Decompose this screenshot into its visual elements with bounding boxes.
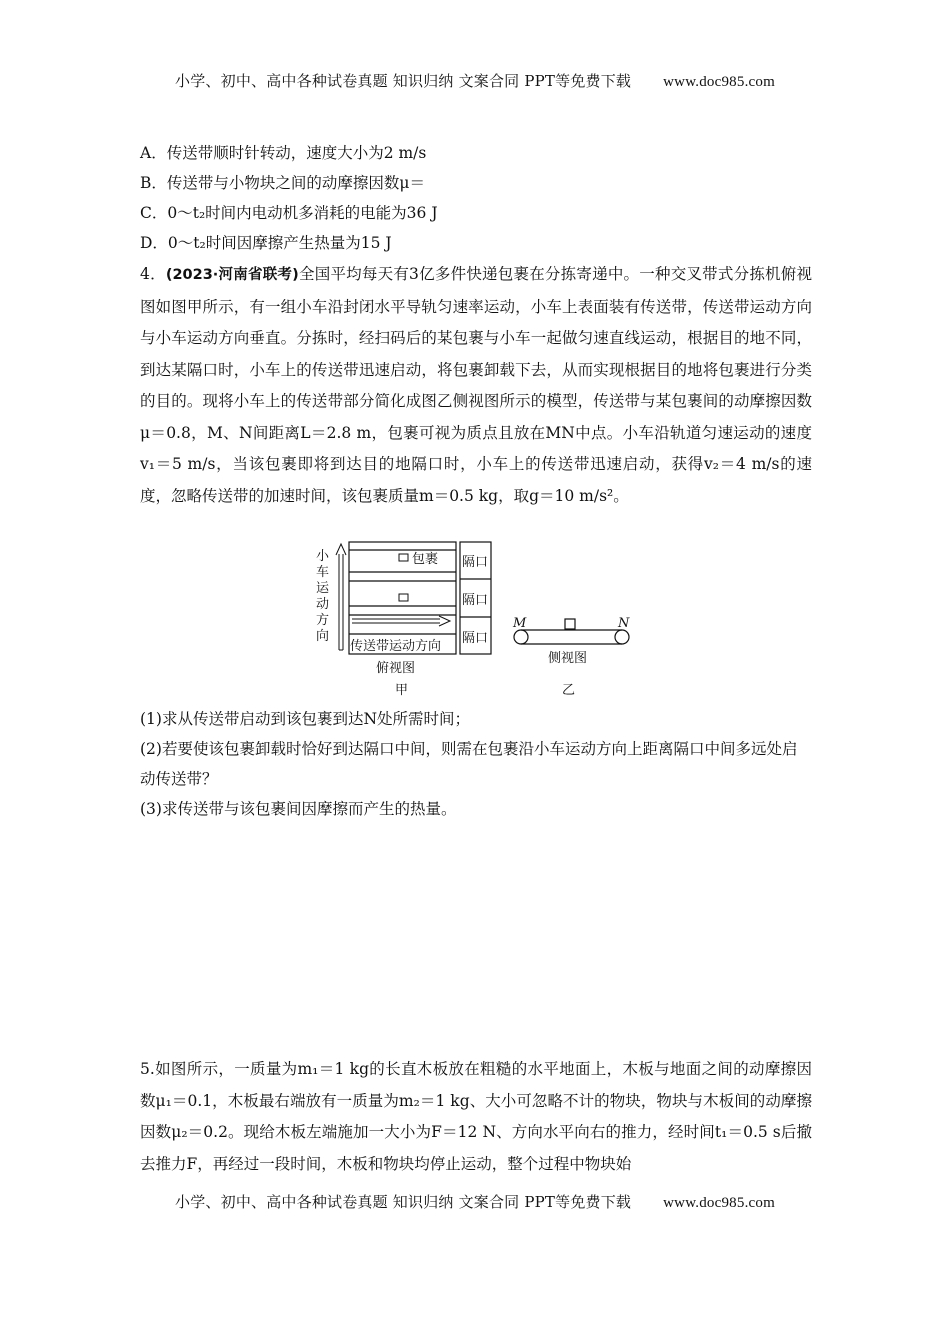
q4-sub-2: (2)若要使该包裹卸载时恰好到达隔口中间，则需在包裹沿小车运动方向上距离隔口中间多远处启动传送带？ [140,740,798,788]
caption-b: 乙 [562,683,576,698]
q5-paragraph: 5.如图所示，一质量为m₁＝1 kg的长直木板放在粗糙的水平地面上，木板与地面之间的动摩擦因数μ₁＝0.1，木板最右端放有一质量为m₂＝1 kg、大小可忽略不计的物块，物块与木板间的动摩擦因数μ₂＝0.2。现给木板左端施加一大小为F＝12 N、方向水平向右的推力，经时间t₁＝0.5 s后撤去推力F，再经过一段时间，木板和物块均停止运动，整个过程中物块始 [140,1060,812,1173]
gate-label-3: 隔口 [462,631,489,646]
belt-arrow-icon [352,616,450,626]
header-text: 小学、初中、高中各种试卷真题 知识归纳 文案合同 PPT等免费下载 [175,72,632,90]
q3-option-c: C．0～t₂时间内电动机多消耗的电能为36 J [140,204,438,222]
caption-a: 甲 [395,683,409,698]
q3-option-d: D．0～t₂时间因摩擦产生热量为15 J [140,234,392,252]
vertical-label-2: 车 [316,565,330,580]
vertical-label-3: 运 [316,581,330,596]
footer-url[interactable]: www.doc985.com [663,1195,775,1211]
point-m-label: M [513,616,527,631]
gate-label-1: 隔口 [462,555,489,570]
top-view-label: 俯视图 [376,661,416,676]
side-view-label: 侧视图 [548,651,588,666]
package-icon-2 [399,594,408,601]
q3-option-a: A．传送带顺时针转动，速度大小为2 m/s [140,144,427,162]
vertical-label-4: 动 [316,597,330,612]
up-arrow-icon [336,544,346,650]
package-icon-1 [399,554,408,561]
figure-svg [310,538,640,702]
point-n-label: N [618,616,630,631]
footer-text: 小学、初中、高中各种试卷真题 知识归纳 文案合同 PPT等免费下载 [175,1193,632,1211]
q4-sub-1: (1)求从传送带启动到该包裹到达N处所需时间； [140,710,471,728]
package-label: 包裹 [412,552,439,567]
main-content [140,138,812,824]
cart-stack [349,542,456,654]
header-url[interactable]: www.doc985.com [663,74,775,90]
belt-label: 传送带运动方向 [350,639,442,654]
vertical-label-6: 向 [316,629,330,644]
page-header [0,70,950,91]
q4-paragraph [140,259,812,512]
q4-stem: 全国平均每天有3亿多件快递包裹在分拣寄递中。一种交叉带式分拣机俯视图如图甲所示，有一组小车沿封闭水平导轨匀速率运动，小车上表面装有传送带，传送带运动方向与小车运动方向垂直。分拣时，经扫码后的某包裹与小车一起做匀速直线运动，根据目的地不同，到达某隔口时，小车上的传送带迅速启动，将包裹卸载下去，从而实现根据目的地将包裹进行分类的目的。现将小车上的传送带部分简化成图乙侧视图所示的模型，传送带与某包裹间的动摩擦因数μ＝0.8，M、N间距离L＝2.8 m，包裹可视为质点且放在MN中点。小车沿轨道匀速运动的速度v₁＝5 m/s，当该包裹即将到达目的地隔口时，小车上的传送带迅速启动，获得v₂＝4 m/s的速度，忽略传送带的加速时间，该包裹质量m＝0.5 kg，取g＝10 m/s²。 [140,265,812,505]
gate-label-2: 隔口 [462,593,489,608]
q4-number: 4． [140,265,166,283]
q3-option-b: B．传送带与小物块之间的动摩擦因数μ＝ [140,174,425,192]
vertical-label-5: 方 [316,613,330,628]
side-view-belt [514,619,629,644]
vertical-label-1: 小 [316,549,330,564]
page-footer [0,1191,950,1212]
q4-sub-3: (3)求传送带与该包裹间因摩擦而产生的热量。 [140,800,457,818]
q4-source: (2023·河南省联考) [165,267,299,283]
sorting-machine-figure [310,538,640,702]
